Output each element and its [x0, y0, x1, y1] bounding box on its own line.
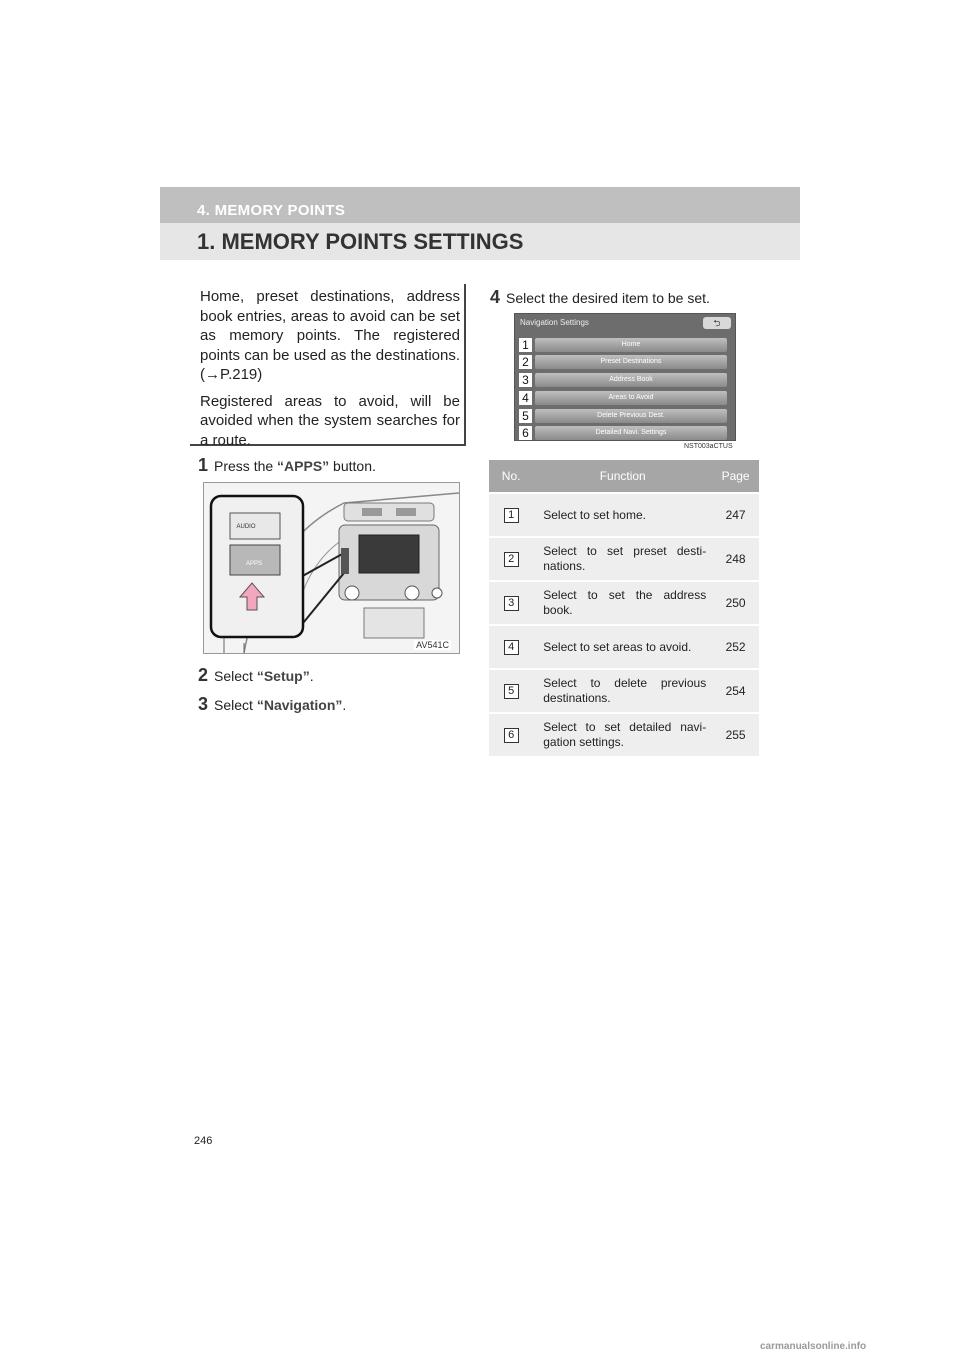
screen-item-number: 4 — [519, 391, 532, 405]
row-number: 1 — [504, 508, 519, 523]
row-function: Select to set home. — [533, 494, 712, 536]
row-function: Select to set preset desti-nations. — [533, 538, 712, 580]
table-header-row — [489, 460, 759, 492]
row-number: 5 — [504, 684, 519, 699]
step-text-end: button. — [329, 458, 376, 474]
page-number: 246 — [194, 1135, 213, 1147]
row-number: 2 — [504, 552, 519, 567]
table-row — [489, 626, 759, 668]
back-icon[interactable]: ⮌ — [703, 317, 731, 329]
step-text-end: . — [309, 668, 314, 684]
intro-box — [190, 284, 466, 449]
dashboard-illustration — [203, 482, 460, 654]
page-title: 1. MEMORY POINTS SETTINGS — [197, 229, 524, 254]
screen-item-number: 1 — [519, 338, 532, 352]
step-text-end: . — [342, 697, 347, 713]
intro-paragraph-2: Registered areas to avoid, will be avoided when the system searches for a route. — [200, 392, 460, 449]
intro-paragraph-1: Home, preset destinations, address book entries, areas to avoid can be set as memory points. The registered points can be used as the destinations. (→P.219) — [200, 288, 460, 383]
screen-title: Navigation Settings — [520, 318, 589, 327]
row-page: 254 — [712, 670, 759, 712]
screen-item-preset-destinations[interactable]: Preset Destinations — [535, 355, 727, 369]
row-number: 4 — [504, 640, 519, 655]
step-number: 3 — [198, 694, 209, 714]
step-3 — [198, 694, 346, 715]
header-no: No. — [489, 460, 533, 492]
apps-button-label: APPS — [245, 561, 263, 567]
screen-item-address-book[interactable]: Address Book — [535, 373, 727, 387]
row-page: 250 — [712, 582, 759, 624]
step-text: Press the — [214, 458, 278, 474]
step-number: 2 — [198, 665, 209, 685]
function-table — [489, 458, 759, 758]
screen-item-delete-previous[interactable]: Delete Previous Dest. — [535, 409, 727, 423]
step-text: Select — [214, 697, 257, 713]
screen-item-number: 5 — [519, 409, 532, 423]
step-option: “APPS” — [277, 458, 330, 474]
table-row — [489, 538, 759, 580]
header-function: Function — [533, 460, 712, 492]
row-function: Select to set detailed navi-gation settings. — [533, 714, 712, 756]
step-option: “Setup” — [256, 668, 310, 684]
row-function: Select to set the address book. — [533, 582, 712, 624]
screen-item-number: 6 — [519, 426, 532, 440]
row-page: 248 — [712, 538, 759, 580]
step-text: Select — [214, 668, 257, 684]
step-4 — [490, 287, 710, 308]
screen-item-detailed-navi[interactable]: Detailed Navi. Settings — [535, 426, 727, 440]
step-option: “Navigation” — [256, 697, 343, 713]
screen-item-home[interactable]: Home — [535, 338, 727, 352]
step-number: 4 — [490, 287, 501, 307]
row-function: Select to delete previous destinations. — [533, 670, 712, 712]
footer-watermark[interactable]: carmanualsonline.info — [760, 1341, 867, 1352]
screen-image-code: NST003aCTUS — [684, 443, 733, 450]
navigation-settings-screen — [514, 313, 736, 441]
step-2 — [198, 665, 314, 686]
row-number: 6 — [504, 728, 519, 743]
screen-item-number: 2 — [519, 355, 532, 369]
table-row — [489, 670, 759, 712]
screen-item-number: 3 — [519, 373, 532, 387]
table-row — [489, 582, 759, 624]
table-row — [489, 494, 759, 536]
audio-button-label: AUDIO — [236, 524, 256, 530]
row-function: Select to set areas to avoid. — [533, 626, 712, 668]
header-page: Page — [712, 460, 759, 492]
step-1 — [198, 455, 376, 476]
dashboard-drawing — [204, 483, 459, 653]
table-row — [489, 714, 759, 756]
row-page: 247 — [712, 494, 759, 536]
step-text: Select the desired item to be set. — [506, 290, 710, 306]
row-number: 3 — [504, 596, 519, 611]
row-page: 252 — [712, 626, 759, 668]
section-header — [160, 187, 800, 223]
section-title: 4. MEMORY POINTS — [197, 202, 346, 219]
page-title-bar — [160, 223, 800, 260]
illustration-code: AV541C — [416, 640, 449, 650]
row-page: 255 — [712, 714, 759, 756]
screen-item-areas-to-avoid[interactable]: Areas to Avoid — [535, 391, 727, 405]
step-number: 1 — [198, 455, 209, 475]
